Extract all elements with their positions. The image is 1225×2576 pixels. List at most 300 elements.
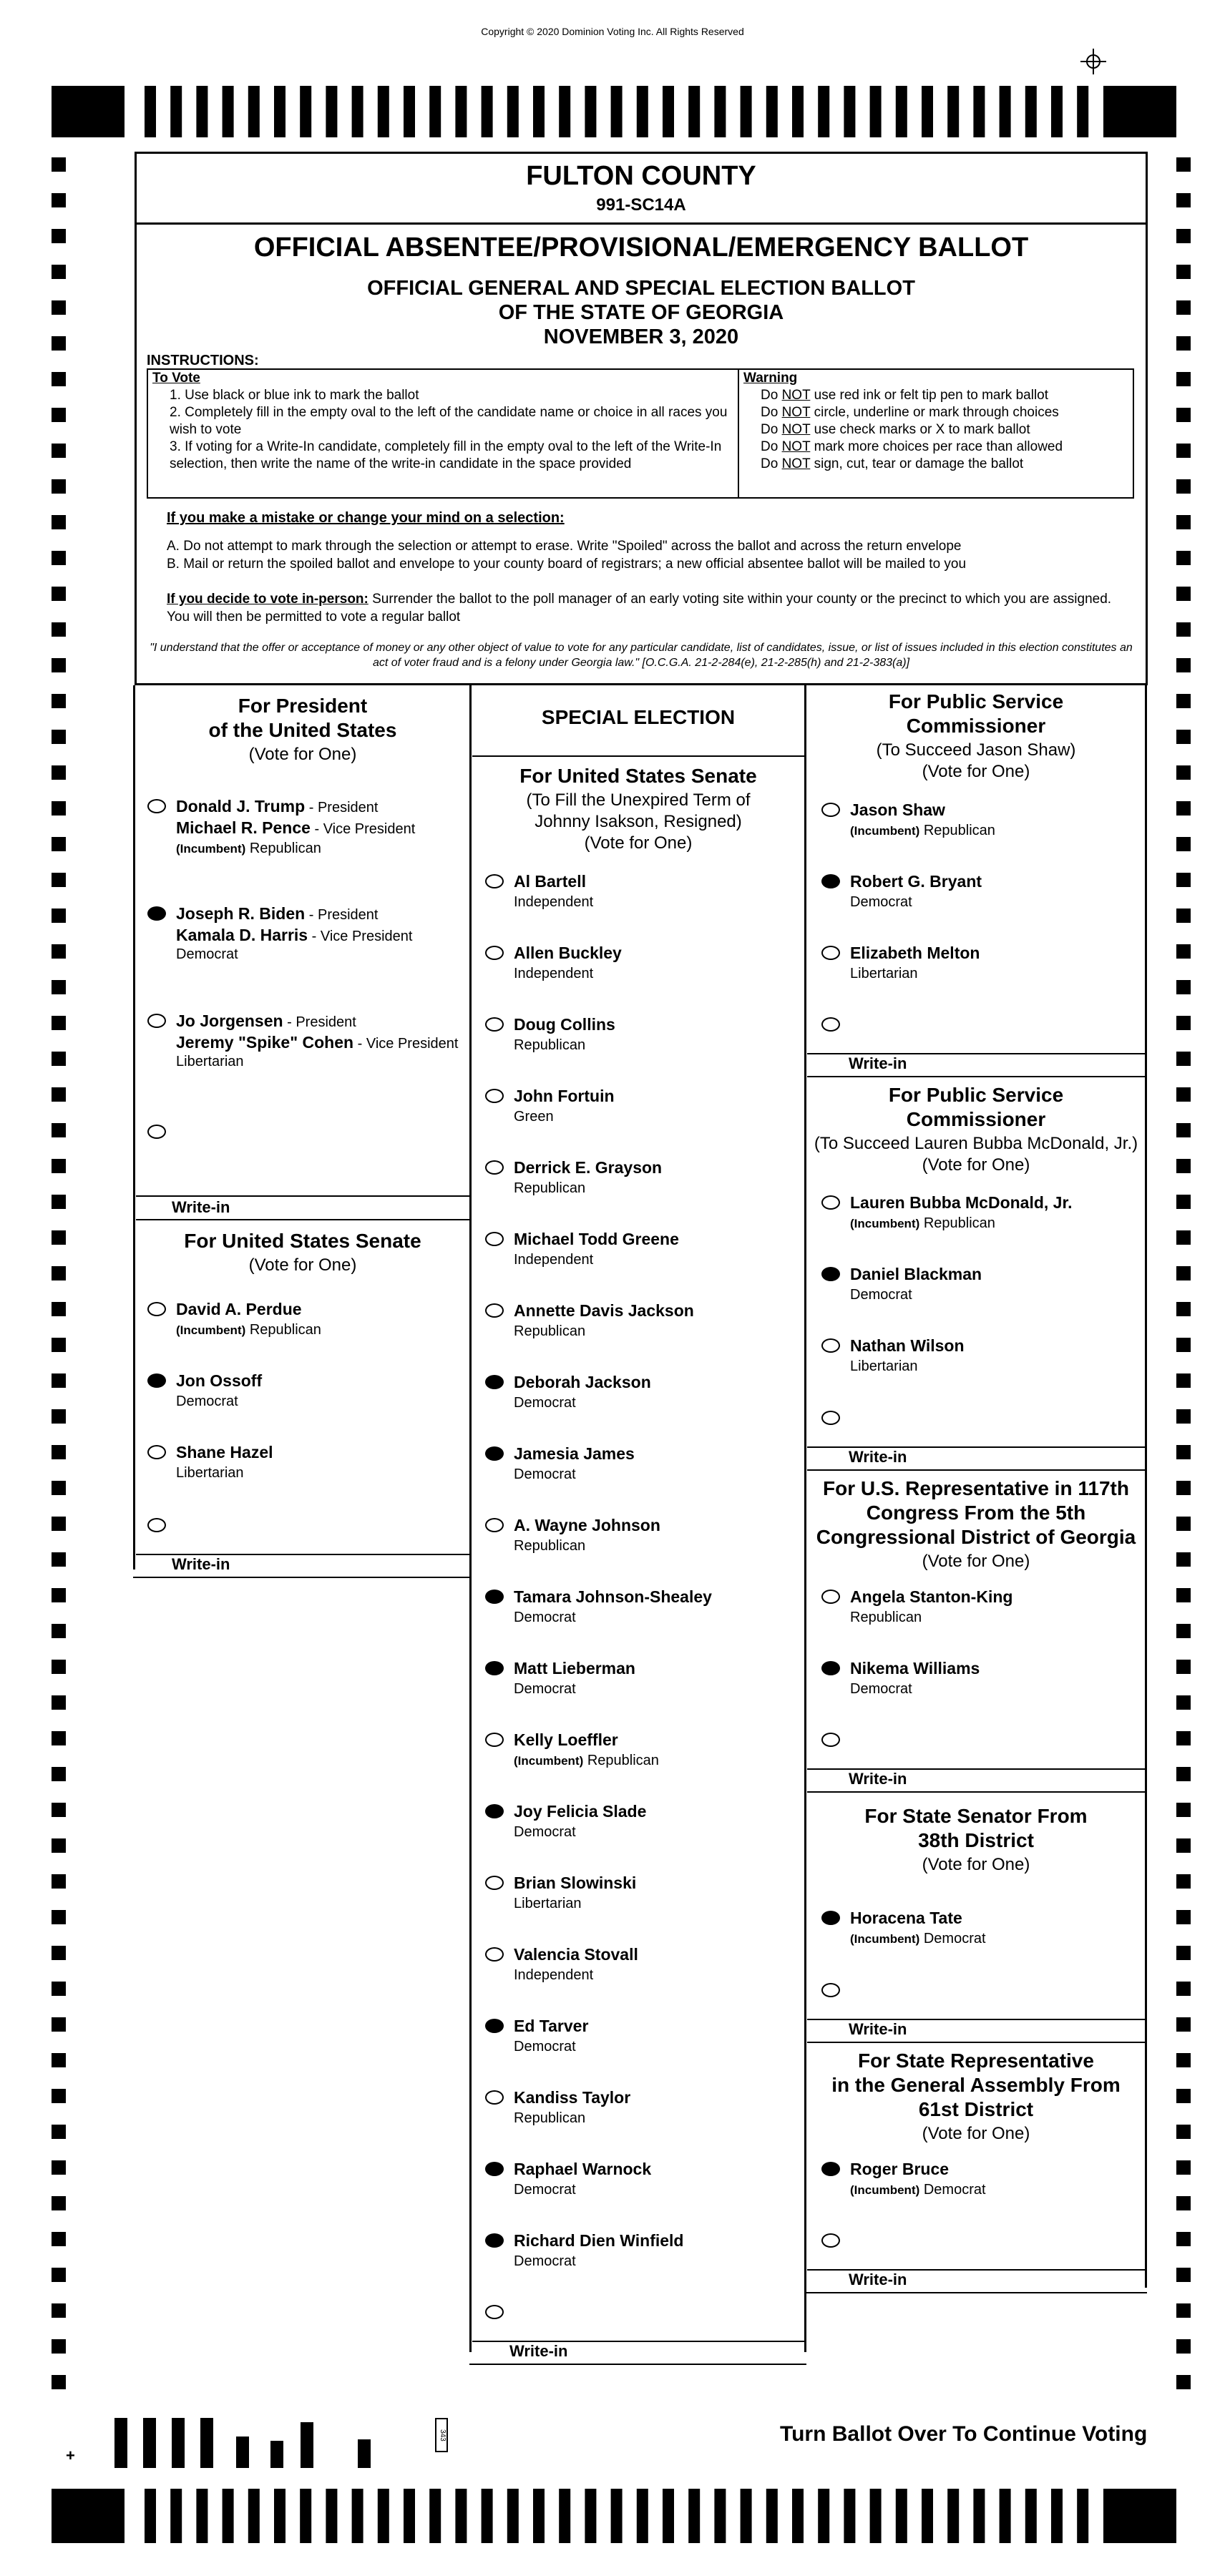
candidate-bruce[interactable] (821, 2159, 1136, 2216)
special-senate-candidate[interactable] (485, 1658, 800, 1715)
timing-square (52, 1123, 66, 1137)
mistake-heading: If you make a mistake or change your mind on a selection: (167, 510, 565, 526)
timing-tick (507, 2489, 519, 2543)
candidate-bryant[interactable] (821, 871, 1136, 929)
timing-square (52, 801, 66, 816)
vote-oval[interactable] (147, 1302, 166, 1316)
vote-oval[interactable] (485, 1446, 504, 1461)
timing-tick (352, 2489, 363, 2543)
psc2-vote-for: (Vote for One) (922, 1155, 1030, 1175)
candidate-name: Jo Jorgensen - President (176, 1012, 356, 1030)
registration-mark-icon (1079, 47, 1108, 76)
president-title-1: For President (238, 695, 368, 717)
timing-square (1176, 1302, 1191, 1316)
timing-square (52, 1087, 66, 1102)
ballot-header (135, 152, 1148, 685)
timing-tick (766, 2489, 778, 2543)
candidate-perdue[interactable] (147, 1299, 462, 1356)
candidate-tate[interactable] (821, 1908, 1136, 1965)
ballot-code: 991-SC14A (596, 195, 686, 215)
candidate-name: Shane Hazel (176, 1443, 273, 1461)
timing-square (1176, 1338, 1191, 1352)
vote-oval[interactable] (485, 1518, 504, 1532)
timing-square (1176, 1159, 1191, 1173)
special-senate-candidate[interactable] (485, 1873, 800, 1930)
vote-oval[interactable] (821, 1195, 840, 1210)
race-divider (807, 1076, 1145, 1077)
president-title-2: of the United States (208, 719, 397, 741)
candidate-party: Republican (514, 1323, 586, 1339)
timing-tick (663, 86, 674, 137)
timing-tick (352, 86, 363, 137)
timing-tick (248, 86, 260, 137)
candidate-party: (Incumbent) Republican (850, 823, 995, 838)
ballot-style-mark (270, 2441, 283, 2468)
write-in-label: Write-in (849, 2020, 907, 2038)
timing-tick (870, 2489, 882, 2543)
special-senate-candidate[interactable] (485, 1157, 800, 1215)
special-senate-title: For United States Senate (519, 765, 757, 787)
vote-oval[interactable] (485, 2162, 504, 2176)
candidate-name: Lauren Bubba McDonald, Jr. (850, 1193, 1073, 1212)
timing-square (1176, 944, 1191, 959)
candidate-hazel[interactable] (147, 1442, 462, 1499)
timing-tick (1051, 2489, 1063, 2543)
warning-item: Do NOT use check marks or X to mark ballot (761, 422, 1030, 437)
timing-square (52, 2339, 66, 2354)
timing-square (1176, 1517, 1191, 1531)
warning-panel (739, 370, 1133, 497)
special-senate-candidate[interactable] (485, 1301, 800, 1358)
special-senate-vote-for: (Vote for One) (584, 833, 693, 853)
timing-square (52, 2268, 66, 2282)
candidate-williams[interactable] (821, 1658, 1136, 1715)
timing-square (52, 515, 66, 529)
to-vote-label: To Vote (152, 371, 200, 386)
timing-square (1176, 1087, 1191, 1102)
timing-tick (326, 2489, 337, 2543)
timing-tick (688, 2489, 700, 2543)
election-date: NOVEMBER 3, 2020 (543, 325, 739, 348)
candidate-party: (Incumbent) Republican (850, 1215, 995, 1231)
vote-oval[interactable] (485, 874, 504, 888)
timing-square (1176, 622, 1191, 637)
vote-oval[interactable] (485, 1661, 504, 1675)
psc1-title-1: For Public Service (888, 690, 1064, 712)
timing-tick (196, 86, 208, 137)
candidate-name: Donald J. Trump - President (176, 797, 379, 816)
ballot-style-mark (143, 2418, 156, 2468)
timing-square (52, 1695, 66, 1710)
state-rep-title-1: For State Representative (858, 2049, 1094, 2072)
special-senate-sub-1: (To Fill the Unexpired Term of (526, 790, 751, 810)
vote-oval[interactable] (485, 1160, 504, 1175)
candidate-party: Libertarian (514, 1896, 582, 1911)
candidate-name: Doug Collins (514, 1015, 615, 1034)
timing-block (1103, 2489, 1176, 2543)
house-title-1: For U.S. Representative in 117th (823, 1477, 1129, 1499)
timing-square (1176, 1123, 1191, 1137)
candidate-party: Republican (514, 2110, 586, 2126)
state-senate-vote-for: (Vote for One) (922, 1855, 1030, 1874)
candidate-trump-pence[interactable] (147, 796, 462, 856)
write-in-label: Write-in (849, 1770, 907, 1788)
timing-tick (947, 86, 959, 137)
copyright-text: Copyright © 2020 Dominion Voting Inc. All Rights Reserved (481, 26, 744, 37)
special-senate-candidate[interactable] (485, 1801, 800, 1858)
vote-oval[interactable] (485, 2233, 504, 2248)
timing-square (1176, 1230, 1191, 1245)
candidate-party: (Incumbent) Republican (176, 1322, 321, 1338)
timing-square (52, 980, 66, 994)
timing-square (52, 1874, 66, 1889)
timing-tick (170, 86, 182, 137)
bottom-timing-bar (52, 2489, 1176, 2543)
special-senate-candidate[interactable] (485, 1944, 800, 2002)
timing-square (52, 1910, 66, 1924)
candidate-name: Joy Felicia Slade (514, 1802, 647, 1821)
timing-square (52, 873, 66, 887)
vote-oval[interactable] (485, 1017, 504, 1032)
race-divider (136, 1219, 469, 1220)
warning-item: Do NOT sign, cut, tear or damage the ballot (761, 456, 1024, 471)
candidate-party: Democrat (176, 946, 238, 962)
timing-square (52, 157, 66, 172)
candidate-name: Deborah Jackson (514, 1373, 651, 1391)
timing-square (52, 408, 66, 422)
write-in-label: Write-in (849, 2271, 907, 2288)
in-person-note (167, 590, 1118, 626)
candidate-jorgensen-cohen[interactable] (147, 1011, 462, 1068)
candidate-party: Democrat (850, 894, 912, 910)
candidate-mcdonald[interactable] (821, 1192, 1136, 1250)
candidate-wilson[interactable] (821, 1336, 1136, 1393)
vote-oval[interactable] (147, 799, 166, 813)
vote-oval[interactable] (821, 1411, 840, 1425)
ballot-style-mark (114, 2418, 127, 2468)
timing-tick (896, 2489, 907, 2543)
vote-oval[interactable] (821, 1661, 840, 1675)
candidate-party: Libertarian (850, 966, 918, 981)
vote-oval[interactable] (485, 1232, 504, 1246)
candidate-stanton-king[interactable] (821, 1587, 1136, 1644)
in-person-heading: If you decide to vote in-person: (167, 592, 369, 607)
timing-tick (818, 86, 829, 137)
candidate-biden-harris[interactable] (147, 903, 462, 961)
special-senate-candidate[interactable] (485, 1515, 800, 1572)
candidate-name: Valencia Stovall (514, 1945, 638, 1964)
vote-oval[interactable] (485, 1303, 504, 1318)
special-senate-candidate[interactable] (485, 1086, 800, 1143)
timing-tick (404, 2489, 415, 2543)
special-senate-candidate[interactable] (485, 2159, 800, 2216)
middle-right-border (804, 685, 806, 2352)
vote-oval[interactable] (821, 1911, 840, 1925)
timing-square (1176, 1660, 1191, 1674)
write-in-line[interactable] (136, 1195, 469, 1197)
vote-oval[interactable] (485, 1089, 504, 1103)
candidate-party: Libertarian (176, 1054, 244, 1069)
timing-square (1176, 1946, 1191, 1960)
candidate-shaw[interactable] (821, 800, 1136, 857)
timing-tick (585, 86, 596, 137)
special-senate-candidate[interactable] (485, 1587, 800, 1644)
timing-square (52, 944, 66, 959)
turn-over-instruction: Turn Ballot Over To Continue Voting (780, 2422, 1148, 2446)
timing-square (1176, 1052, 1191, 1066)
timing-tick (429, 2489, 441, 2543)
candidate-party: Democrat (514, 1395, 576, 1411)
timing-tick (611, 86, 623, 137)
vote-oval[interactable] (485, 1590, 504, 1604)
candidate-name: Jamesia James (514, 1444, 635, 1463)
vote-oval[interactable] (821, 2233, 840, 2248)
vote-oval[interactable] (147, 1445, 166, 1459)
timing-tick (1051, 86, 1063, 137)
candidate-party: (Incumbent) Republican (176, 841, 321, 856)
timing-square (52, 1338, 66, 1352)
ballot-style-mark (236, 2437, 249, 2468)
warning-item: Do NOT use red ink or felt tip pen to mark ballot (761, 388, 1049, 403)
vote-oval[interactable] (821, 2162, 840, 2176)
sequence-code: 343 (435, 2418, 448, 2452)
psc1-sub: (To Succeed Jason Shaw) (876, 740, 1076, 760)
candidate-party: Democrat (514, 2253, 576, 2269)
timing-square (52, 909, 66, 923)
timing-square (52, 730, 66, 744)
left-column-bottom (133, 1577, 472, 1578)
timing-square (1176, 193, 1191, 207)
timing-square (1176, 1624, 1191, 1638)
warning-list (761, 387, 1063, 473)
special-senate-candidate[interactable] (485, 1444, 800, 1501)
vote-oval[interactable] (821, 1590, 840, 1604)
timing-square (52, 1052, 66, 1066)
state-subtitle: OF THE STATE OF GEORGIA (498, 301, 784, 324)
instructions-heading: INSTRUCTIONS: (147, 353, 259, 368)
vote-oval[interactable] (821, 946, 840, 960)
candidate-name: Allen Buckley (514, 944, 622, 962)
timing-square (52, 1624, 66, 1638)
candidate-name: Horacena Tate (850, 1909, 962, 1927)
candidate-name: Kelly Loeffler (514, 1730, 618, 1749)
president-write-in[interactable] (147, 1122, 462, 1179)
vote-oval[interactable] (147, 906, 166, 921)
timing-square (52, 1302, 66, 1316)
special-senate-candidate[interactable] (485, 2230, 800, 2288)
timing-square (1176, 2017, 1191, 2032)
write-in-label: Write-in (172, 1555, 230, 1573)
timing-tick (170, 2489, 182, 2543)
house-vote-for: (Vote for One) (922, 1552, 1030, 1571)
vote-oval[interactable] (485, 2090, 504, 2105)
race-divider (807, 1791, 1145, 1793)
candidate-party: Libertarian (176, 1465, 244, 1481)
timing-square (52, 444, 66, 458)
timing-square (1176, 336, 1191, 351)
vote-oval[interactable] (821, 874, 840, 888)
vote-oval[interactable] (147, 1373, 166, 1388)
timing-square (1176, 730, 1191, 744)
vote-oval[interactable] (147, 1518, 166, 1532)
vote-oval[interactable] (485, 1733, 504, 1747)
timing-tick (896, 86, 907, 137)
write-in-label: Write-in (509, 2342, 568, 2360)
vote-oval[interactable] (147, 1125, 166, 1139)
timing-tick (714, 86, 726, 137)
timing-tick (792, 86, 804, 137)
ballot-style-mark (200, 2418, 213, 2468)
vote-oval[interactable] (485, 1876, 504, 1890)
timing-square (1176, 1695, 1191, 1710)
vote-oval[interactable] (821, 1017, 840, 1032)
candidate-name: Annette Davis Jackson (514, 1301, 694, 1320)
timing-tick (1000, 2489, 1011, 2543)
timing-tick (223, 86, 234, 137)
timing-tick (611, 2489, 623, 2543)
timing-square (1176, 1910, 1191, 1924)
timing-square (52, 551, 66, 565)
timing-square (52, 1445, 66, 1459)
timing-square (1176, 1838, 1191, 1853)
vote-oval[interactable] (485, 2019, 504, 2033)
vote-oval[interactable] (147, 1014, 166, 1028)
special-senate-candidate[interactable] (485, 1014, 800, 1072)
timing-tick (559, 2489, 570, 2543)
timing-tick (274, 86, 285, 137)
top-timing-bar (52, 86, 1176, 137)
timing-tick (1077, 2489, 1088, 2543)
candidate-party: Democrat (514, 2039, 576, 2055)
timing-square (1176, 1552, 1191, 1567)
candidate-name: A. Wayne Johnson (514, 1516, 660, 1534)
timing-square (1176, 694, 1191, 708)
state-senate-title-1: For State Senator From (864, 1805, 1088, 1827)
vote-oval[interactable] (485, 2305, 504, 2319)
vote-oval[interactable] (821, 1733, 840, 1747)
candidate-name: Daniel Blackman (850, 1265, 982, 1283)
special-senate-candidate[interactable] (485, 1372, 800, 1429)
timing-square (52, 1159, 66, 1173)
election-subtitle: OFFICIAL GENERAL AND SPECIAL ELECTION BALLOT (367, 277, 915, 300)
vote-oval[interactable] (821, 1267, 840, 1281)
special-senate-candidate[interactable] (485, 2087, 800, 2145)
timing-tick (792, 2489, 804, 2543)
timing-square (1176, 1731, 1191, 1745)
timing-square (52, 2017, 66, 2032)
timing-square (52, 372, 66, 386)
right-column-bottom (804, 2292, 1147, 2293)
running-mate-name: Michael R. Pence - Vice President (176, 818, 416, 837)
timing-square (52, 1481, 66, 1495)
timing-square (52, 587, 66, 601)
timing-square (52, 1266, 66, 1280)
to-vote-step-1: 1. Use black or blue ink to mark the ballot (170, 388, 419, 403)
vote-oval[interactable] (821, 803, 840, 817)
timing-square (1176, 2089, 1191, 2103)
candidate-ossoff[interactable] (147, 1371, 462, 1428)
candidate-party: Democrat (514, 1824, 576, 1840)
timing-tick (714, 2489, 726, 2543)
timing-square (1176, 2303, 1191, 2318)
candidate-party: Democrat (514, 1466, 576, 1482)
middle-left-border (469, 685, 472, 2352)
candidate-name: David A. Perdue (176, 1300, 302, 1318)
timing-square (52, 694, 66, 708)
timing-square (1176, 1409, 1191, 1424)
special-senate-candidate[interactable] (485, 1730, 800, 1787)
timing-square (1176, 1874, 1191, 1889)
timing-square (1176, 1195, 1191, 1209)
write-in-label: Write-in (172, 1198, 230, 1216)
timing-tick (482, 2489, 493, 2543)
timing-tick (766, 86, 778, 137)
timing-tick (688, 86, 700, 137)
vote-oval[interactable] (485, 1804, 504, 1818)
candidate-party: Democrat (850, 1681, 912, 1697)
timing-block (1103, 86, 1176, 137)
candidate-party: Independent (514, 1252, 594, 1268)
timing-tick (300, 2489, 311, 2543)
warning-heading: Warning (743, 371, 798, 386)
candidate-name: Tamara Johnson-Shealey (514, 1587, 712, 1606)
timing-tick (1077, 86, 1088, 137)
house-title-2: Congress From the 5th (866, 1502, 1086, 1524)
race-divider (472, 755, 804, 757)
timing-square (52, 2196, 66, 2210)
timing-tick (404, 86, 415, 137)
timing-tick (482, 86, 493, 137)
header-divider (137, 222, 1146, 225)
timing-tick (274, 2489, 285, 2543)
house-title-3: Congressional District of Georgia (816, 1526, 1136, 1548)
timing-square (52, 1552, 66, 1567)
special-senate-candidate[interactable] (485, 1229, 800, 1286)
timing-tick (663, 2489, 674, 2543)
timing-square (1176, 1373, 1191, 1388)
timing-square (52, 1838, 66, 1853)
timing-tick (870, 86, 882, 137)
special-senate-candidate[interactable] (485, 943, 800, 1000)
timing-square (52, 1373, 66, 1388)
candidate-melton[interactable] (821, 943, 1136, 1000)
candidate-party: Democrat (850, 1287, 912, 1303)
timing-square (52, 1731, 66, 1745)
timing-tick (248, 2489, 260, 2543)
timing-square (52, 1230, 66, 1245)
special-senate-candidate[interactable] (485, 2016, 800, 2073)
state-senate-title-2: 38th District (918, 1829, 1034, 1851)
timing-tick (922, 2489, 933, 2543)
timing-square (52, 300, 66, 315)
candidate-blackman[interactable] (821, 1264, 1136, 1321)
right-column-border (1145, 685, 1147, 2288)
vote-oval[interactable] (821, 1338, 840, 1353)
special-senate-candidate[interactable] (485, 871, 800, 929)
timing-tick (741, 2489, 752, 2543)
vote-oval[interactable] (485, 1947, 504, 1962)
timing-tick (326, 86, 337, 137)
vote-oval[interactable] (485, 1375, 504, 1389)
timing-square (52, 265, 66, 279)
timing-square (1176, 157, 1191, 172)
vote-oval[interactable] (485, 946, 504, 960)
candidate-party: (Incumbent) Republican (514, 1753, 659, 1768)
vote-oval[interactable] (821, 1983, 840, 1997)
mistake-step-a: A. Do not attempt to mark through the selection or attempt to erase. Write "Spoiled" across the ballot and across the return envelope (167, 539, 962, 554)
timing-square (1176, 837, 1191, 851)
timing-square (1176, 2053, 1191, 2067)
